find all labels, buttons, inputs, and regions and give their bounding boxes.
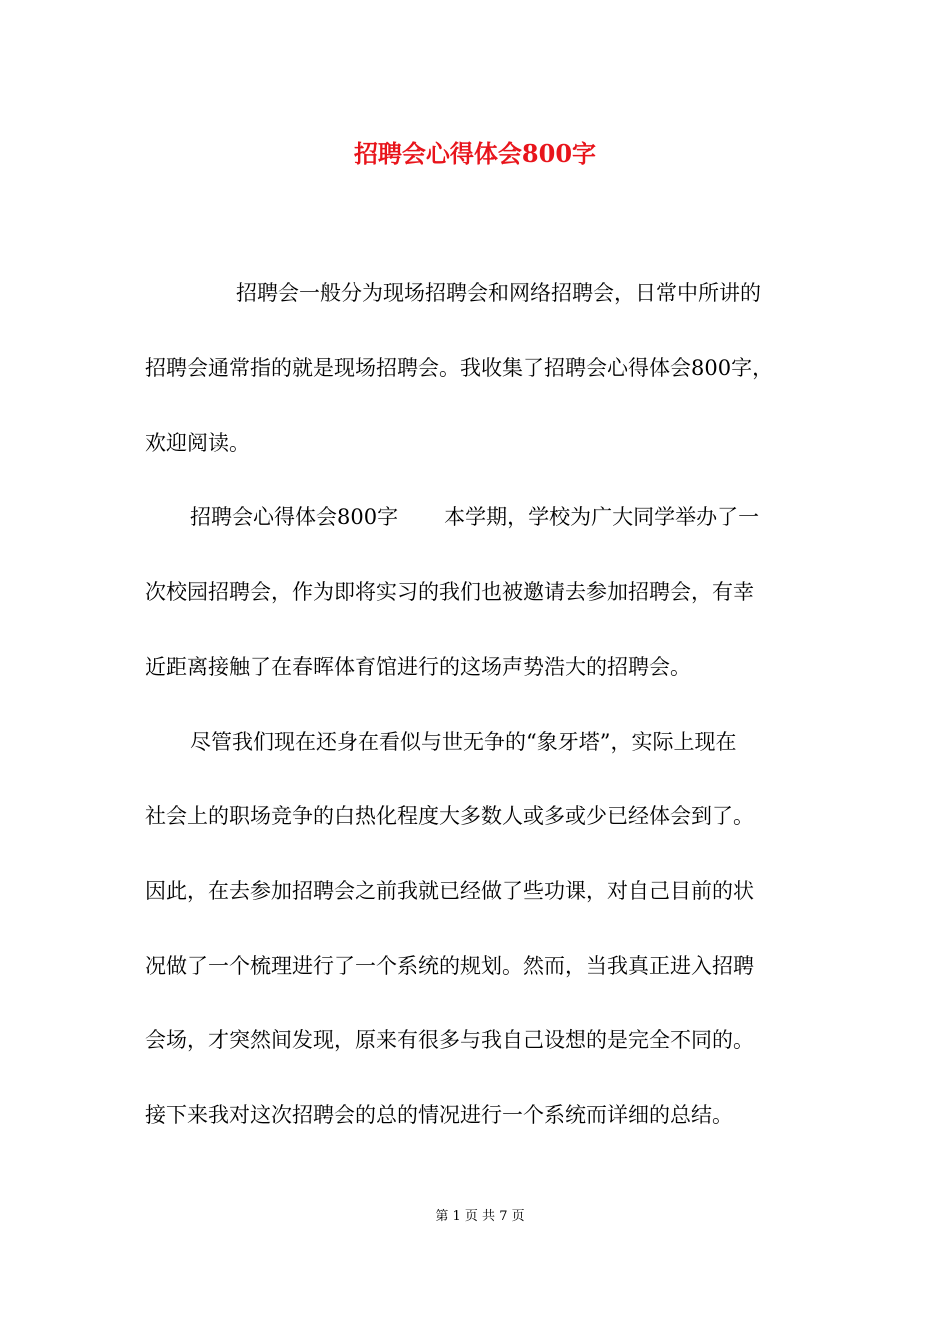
paragraph-line: 社会上的职场竞争的白热化程度大多数人或多或少已经体会到了。 <box>145 804 754 828</box>
paragraph-line: 况做了一个梳理进行了一个系统的规划。然而，当我真正进入招聘 <box>145 954 754 978</box>
paragraph-line <box>190 502 759 532</box>
paragraph-line: 会场，才突然间发现，原来有很多与我自己设想的是完全不同的。 <box>145 1028 754 1052</box>
paragraph-line: 近距离接触了在春晖体育馆进行的这场声势浩大的招聘会。 <box>145 655 691 679</box>
paragraph-line: 尽管我们现在还身在看似与世无争的“象牙塔”，实际上现在 <box>190 730 737 754</box>
paragraph-text: 本学期，学校为广大同学举办了一 <box>444 505 760 529</box>
paragraph-line: 欢迎阅读。 <box>145 431 250 455</box>
document-title: 招聘会心得体会800字 <box>353 139 597 168</box>
paragraph-line: 招聘会一般分为现场招聘会和网络招聘会，日常中所讲的 <box>236 281 761 305</box>
paragraph-line: 招聘会通常指的就是现场招聘会。我收集了招聘会心得体会800字， <box>145 356 774 380</box>
page-number: 第 1 页 共 7 页 <box>435 1209 525 1224</box>
paragraph-line: 次校园招聘会，作为即将实习的我们也被邀请去参加招聘会，有幸 <box>145 580 754 604</box>
paragraph-line: 因此，在去参加招聘会之前我就已经做了些功课，对自己目前的状 <box>145 879 754 903</box>
section-heading: 招聘会心得体会800字 <box>190 505 399 529</box>
paragraph-line: 接下来我对这次招聘会的总的情况进行一个系统而详细的总结。 <box>145 1103 733 1127</box>
